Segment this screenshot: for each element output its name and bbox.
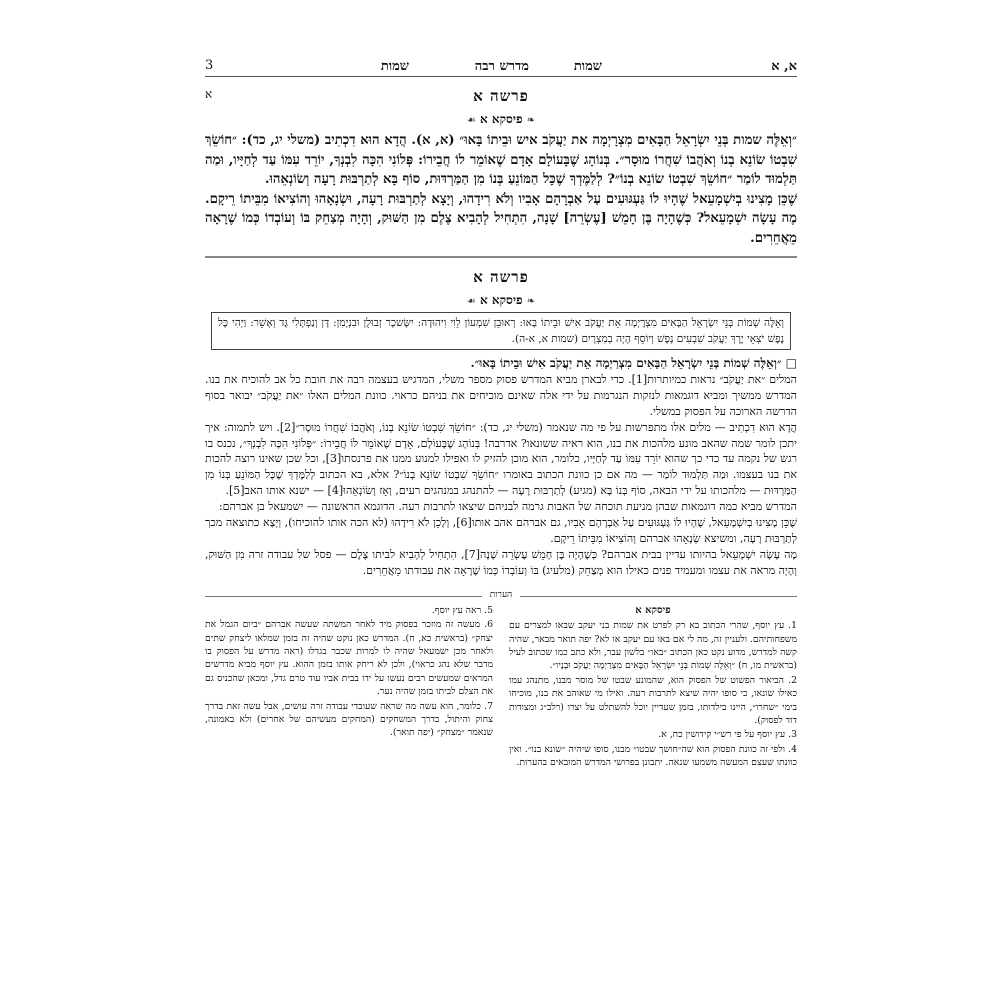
footnotes-right-column <box>509 604 797 771</box>
commentary-paragraph: המדרש מביא כמה דוגמאות שבהן מניעת תוכחה של האבות גרמה לבניהם שיצאו לתרבות רעה. הדוגמא הראשונה — ישמעאל בן אברהם: <box>218 500 797 514</box>
footnotes-left-column <box>205 604 493 771</box>
footnote: 3. עץ יוסף על פי רש״י קידושין כח, א. <box>658 729 797 741</box>
piska-heading-second <box>205 293 797 308</box>
piska-title: פיסקא א <box>480 112 523 126</box>
notes-divider <box>205 589 797 600</box>
chapter-reference: א, א <box>771 59 797 74</box>
parsha-heading-top <box>205 87 797 106</box>
footnote: 4. ולפי זה כוונת הפסוק הוא שה״חושך שבטו״ מבנו, סופו שיהיה ״שונא בנו״. ואין כוונתו שעצם המעשה משמעו שנאה. יתבונן בפרושי המדרש המובאים בהערות. <box>509 743 797 769</box>
ornament-icon: ❧ <box>526 115 536 126</box>
book-page <box>205 56 797 986</box>
page-number: 3 <box>205 58 214 73</box>
ornament-icon: ☙ <box>466 115 476 126</box>
footnote: 1. עץ יוסף, שהרי הכתוב בא רק לפרט את שמות בני יעקב שבאו למצרים עם משפחותיהם. ולעניין זה, מה לי אם באו עם יעקב או לא? יפה תואר מבאר, שהיה קשה למדרש, מדוע נקט כאן הכתוב ״באו״ בלשון עבר, ולא כתב כמו שכתוב לעיל (בראשית מו, ח) ״וְאֵלֶּה שְׁמוֹת בְּנֵי יִשְׂרָאֵל הַבָּאִים מִצְרַיְמָה יַעֲקֹב וּבָנָיו״. <box>509 620 797 672</box>
midrash-main-text <box>205 131 797 248</box>
notes-label: הערות <box>482 590 520 600</box>
book-name-right: שמות <box>573 59 602 74</box>
commentary-paragraph: הֲדָא הוּא דִכְתִיב — מלים אלו מתפרשות על פי מה שנאמר (משלי יג, כד): ״חוֹשֵׂךְ שִׁבְטוֹ שׂוֹנֵא בְנוֹ, וְאֹהֲבוֹ שִׁחֲרוֹ מוּסָר״[2]. ויש לתמוה: איך יתכן לומר שמה שהאב מונע מלהכות את בנו, הוא ראיה ששונאו? אדרבה! בְּנוֹהָג שֶׁבָּעוֹלָם, אָדָם שֶׁאוֹמֵר לוֹ חֲבֵירוֹ: ״פְּלוֹנִי הִכָּה לִבְנְךָ״, נכנס בו רגש של נקמה עד כדי כך שהוא יוֹרֵד עִמּוֹ עַד לְחַיָּיו, כלומר, הוא מוכן להזיק לו ואפילו למנוע ממנו את פרנסתו[3], וכל שכן שאינו רוצה להכות את בנו בעצמו. וּמַה תַּלְמוּד לוֹמַר — מה אם כן כוונת הכתוב באומרו ״חוֹשֵׂךְ שִׁבְטוֹ שׂוֹנֵא בְנוֹ״? אלא, בא הכתוב לְלַמֶּדְךָ שֶׁכָּל הַמּוֹנֵעַ בְּנוֹ מִן הַמַּרְדּוּת — מלהכותו על ידי הבאה, סוֹף בְּנוֹ בָּא (מגיע) לְתַרְבּוּת רָעָה — להתנהג במנהגים רעים, וְאָז וְשׂוֹנְאֵהוּ[4] — ישנא אותו האב[5]. <box>205 420 798 498</box>
footnote: 7. כלומר, הוא עשה מה שראה שעובדי עבודה זרה עושים, אבל עשה זאת בדרך צחוק והיתול, כדרך המשחקים (המחקים מעשיהם של אחרים) ולא באמונה, שנאמר ״מצחק״ (יפה תואר). <box>205 700 493 739</box>
commentary-section <box>205 356 797 579</box>
footnote: 6. מעשה זה מוזכר בפסוק מיד לאחר המשתה שעשה אברהם ״ביום הגמל את יצחק״ (בראשית כא, ח). המדרש כאן נוקט שהיה זה בזמן שמלאו ליצחק שתים ולאחר מכן ישמעאל שהיה לו למרות שכבר בגדלו (ראה מדרש על הפסוק בו מדבר שלא נהג כראוי), ולכן לא ריחק אותו בזמן ההוא. עץ יוסף מביא מדרשים המראים שמעשים רבים נעשו על ידו בבית אביו עוד טרם גדל, ומכאן שהכניס גם את הצלם לביתו בזמן שהיה נער. <box>205 619 493 698</box>
footnotes <box>205 604 797 771</box>
work-title: מדרש רבה <box>474 59 529 74</box>
verse-box: וְאֵלֶּה שְׁמוֹת בְּנֵי יִשְׂרָאֵל הַבָּאִים מִצְרָיְמָה אֵת יַעֲקֹב אִישׁ וּבֵיתוֹ בָּאוּ: רְאוּבֵן שִׁמְעוֹן לֵוִי וִיהוּדָה: יִשָּׂשכָר זְבוּלֻן וּבִנְיָמִן: דָּן וְנַפְתָּלִי גָּד וְאָשֵׁר: וַיְהִי כָּל נֶפֶשׁ יֹצְאֵי יֶרֶךְ יַעֲקֹב שִׁבְעִים נָפֶשׁ וְיוֹסֵף הָיָה בְמִצְרָיִם (שמות א, א-ה). <box>211 312 791 350</box>
margin-letter: א <box>205 87 214 101</box>
commentary-paragraph: המלים ״את יַעֲקֹב״ נראות כמיותרות[1]. כדי לבארן מביא המדרש פסוק מספר משלי, המדגיש בעצמה רבה את חובת כל אב להוכיח את בנו. המדרש ממשיך ומביא דוגמאות לנזקות הנגרמות על ידי אלה שאינם מוכיחים את בניהם כראוי. כוונת המלים האלו ״את יַעֲקֹב״ יבואר בסוף הדרשה הארוכה על הפסוק במשלי. <box>205 372 797 418</box>
commentary-lead: □ ״וְאֵלֶּה שְׁמוֹת בְּנֵי יִשְׂרָאֵל הַבָּאִים מִצְרַיְמָה אֵת יַעֲקֹב אִישׁ וּבֵיתוֹ בָּאוּ״. <box>470 356 797 370</box>
commentary-paragraph: שֶׁכֵּן מָצִינוּ בְיִשְׁמָעֵאל, שֶׁהָיוּ לוֹ גַּעְגּוּעִים עַל אַבְרָהָם אָבִיו, גם אברהם אהב אותו[6], וְלָכֵן לֹא רִידָהוּ (לא הכה אותו להוכיחו), וְיָצָא כתוצאה מכך לְתַרְבּוּת רָעָה, ומשיצא שְׂנָאָהוּ אברהם וְהוֹצִיאוֹ מִבֵּיתוֹ רֵיקָם. <box>205 516 797 545</box>
commentary-paragraph: מֶה עָשָׂה יִשְׁמָעֵאל בהיותו עדיין בבית אברהם? כְּשֶׁהָיָה בֶּן חָמֵשׁ עֶשְׂרֵה שָׁנָה[7], הִתְחִיל לְהָבִיא לביתו צֶלֶם — פסל של עבודה זרה מִן הַשּׁוּק, וְהָיָה מראה את עצמו ומעמיד פנים כאילו הוא מְצַחֵק (מלעיג) בּוֹ וְעוֹבְדוֹ כְּמוֹ שֶׁרָאָה את עבודתו מֵאֲחֵרִים. <box>205 547 797 577</box>
piska-title: פיסקא א <box>480 293 523 307</box>
parsha-title: פרשה א <box>473 87 529 105</box>
footnotes-heading: פיסקא א <box>635 604 671 616</box>
book-name-left: שמות <box>380 59 409 74</box>
parsha-heading-second <box>205 268 797 287</box>
parsha-title: פרשה א <box>473 268 529 286</box>
piska-heading-top <box>205 112 797 127</box>
ornament-icon: ❧ <box>526 296 536 307</box>
running-header <box>205 56 797 77</box>
footnote: 5. ראה עץ יוסף. <box>431 604 493 616</box>
main-paragraph: שֶׁכֵּן מָצִינוּ בְיִשְׁמָעֵאל שֶׁהָיוּ לוֹ גַּעְגּוּעִים עַל אַבְרָהָם אָבִיו וְלֹא רִידָהוּ, וְיָצָא לְתַרְבּוּת רָעָה, וּשְׂנָאָהוּ וְהוֹצִיאוֹ מִבֵּיתוֹ רֵיקָם. מֶה עָשָׂה יִשְׁמָעֵאל? כְּשֶׁהָיָה בֶּן חָמֵשׁ [עֶשְׂרֵה] שָׁנָה, הִתְחִיל לְהָבִיא צֶלֶם מִן הַשּׁוּק, וְהָיָה מְצַחֵק בּוֹ וְעוֹבְדוֹ כְּמוֹ שֶׁרָאָה מֵאֲחֵרִים. <box>205 191 797 246</box>
section-divider <box>205 256 797 258</box>
footnote: 2. הביאור הפשוט של הפסוק הוא, שהמונע שבטו של מוסר מבנו, מתנהג עמו כאילו שונאו, כי סופו יהיה שיצא לתרבות רעה. ואילו מי שאוהב את בנו, מוכיחו בימי ״שחרו״, היינו בילדותו, בזמן שעדיין יוכל להשתלט על יצרו (רלב״ג ומצודות דוד לפסוק). <box>509 674 797 726</box>
main-paragraph: ״וְאֵלֶּה שמות בְּנֵי יִשְׂרָאֵל הַבָּאִים מִצְרָיְמָה את יַעֲקֹב איש וּבֵיתוֹ בָּאוּ״ (א, א). הֲדָא הוּא דִכְתִיב (משלי יג, כד): ״חוֹשֵׂךְ שִׁבְטוֹ שׂוֹנֵא בְנוֹ וְאֹהֲבוֹ שִׁחֲרוֹ מוּסָר״. בְּנוֹהָג שֶׁבָּעוֹלָם אָדָם שֶׁאוֹמֵר לוֹ חֲבֵירוֹ: פְּלוֹנִי הִכָּה לִבְנְךָ, יוֹרֵד עִמּוֹ עַד לְחַיָּיו, וּמַה תַּלְמוּד לוֹמַר ״חוֹשֵׂךְ שִׁבְטוֹ שׂוֹנֵא בְנוֹ״? לְלַמֶּדְךָ שֶׁכָּל הַמּוֹנֵעַ בְּנוֹ מִן הַמַּרְדּוּת, סוֹף בָּא לְתַרְבּוּת רָעָה וְשׂוֹנְאֵהוּ. <box>205 133 797 187</box>
ornament-icon: ☙ <box>466 296 476 307</box>
